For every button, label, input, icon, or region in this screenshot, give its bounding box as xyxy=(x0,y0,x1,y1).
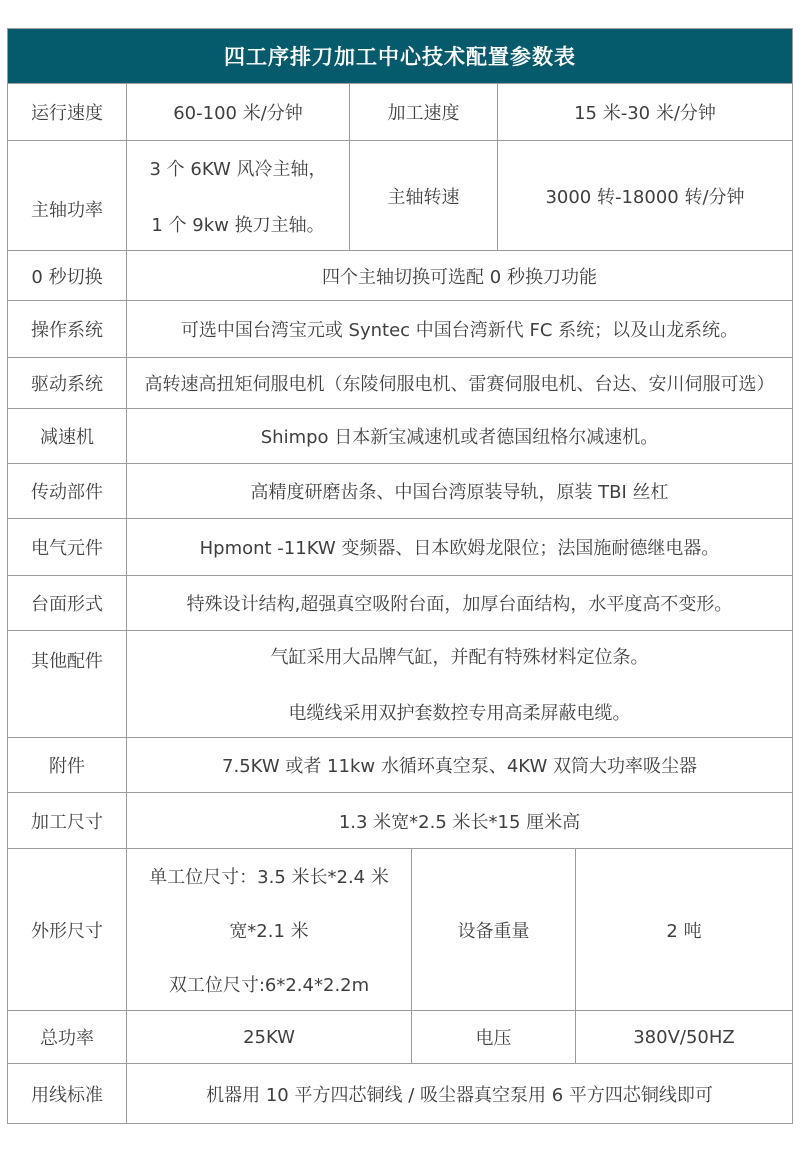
table-title-row xyxy=(8,29,792,84)
row-other-accessories xyxy=(8,631,792,738)
overall-size-line-3: 双工位尺寸:6*2.4*2.2m xyxy=(168,974,370,996)
row-value: 25KW xyxy=(127,1011,412,1063)
row-operating-system xyxy=(8,301,792,358)
spindle-line-2: 1 个 9kw 换刀主轴。 xyxy=(151,214,325,236)
row-value xyxy=(127,849,412,1010)
row-value: 1.3 米宽*2.5 米长*15 厘米高 xyxy=(338,811,581,833)
row-accessories xyxy=(8,738,792,793)
row-value: 高转速高扭矩伺服电机（东陵伺服电机、雷赛伺服电机、台达、安川伺服可选） xyxy=(144,374,775,395)
row-value: Shimpo 日本新宝减速机或者德国纽格尔减速机。 xyxy=(260,427,659,448)
row-zero-second-switch xyxy=(8,251,792,301)
row-value: Hpmont -11KW 变频器、日本欧姆龙限位；法国施耐德继电器。 xyxy=(199,538,720,559)
row-label: 用线标准 xyxy=(8,1064,127,1123)
row-value: 四个主轴切换可选配 0 秒换刀功能 xyxy=(322,266,597,288)
row-wiring-standard xyxy=(8,1064,792,1123)
row-value: 机器用 10 平方四芯铜线 / 吸尘器真空泵用 6 平方四芯铜线即可 xyxy=(206,1084,713,1106)
row-label: 电气元件 xyxy=(8,519,127,575)
row-label: 减速机 xyxy=(8,409,127,463)
other-accessories-line-1: 气缸采用大品牌气缸，并配有特殊材料定位条。 xyxy=(270,647,649,668)
other-accessories-line-2: 电缆线采用双护套数控专用高柔屏蔽电缆。 xyxy=(288,703,631,724)
row-label: 主轴转速 xyxy=(350,141,498,250)
row-value xyxy=(127,141,350,250)
row-label: 设备重量 xyxy=(412,849,576,1010)
row-value: 15 米-30 米/分钟 xyxy=(574,103,716,124)
row-label: 总功率 xyxy=(8,1011,127,1063)
row-value: 3000 转-18000 转/分钟 xyxy=(545,186,745,208)
row-table-form xyxy=(8,576,792,631)
spindle-line-1: 3 个 6KW 风冷主轴， xyxy=(149,158,327,180)
row-value xyxy=(127,631,792,737)
row-label: 主轴功率 xyxy=(8,141,127,250)
row-value: 2 吨 xyxy=(666,920,702,942)
row-label: 其他配件 xyxy=(8,631,127,737)
row-processing-size xyxy=(8,793,792,849)
overall-size-line-1: 单工位尺寸：3.5 米长*2.4 米 xyxy=(149,866,389,888)
table-title: 四工序排刀加工中心技术配置参数表 xyxy=(224,45,576,69)
row-spindle-power xyxy=(8,141,792,251)
row-label: 0 秒切换 xyxy=(8,251,127,300)
row-drive-system xyxy=(8,358,792,409)
row-value: 60-100 米/分钟 xyxy=(127,84,350,140)
row-transmission-parts xyxy=(8,464,792,519)
row-label: 加工尺寸 xyxy=(8,793,127,848)
row-label: 运行速度 xyxy=(8,84,127,140)
row-reducer xyxy=(8,409,792,464)
row-value: 380V/50HZ xyxy=(633,1026,735,1048)
row-label: 附件 xyxy=(8,738,127,792)
row-value: 高精度研磨齿条、中国台湾原装导轨，原装 TBI 丝杠 xyxy=(250,482,669,503)
row-label: 驱动系统 xyxy=(8,358,127,408)
row-value: 7.5KW 或者 11kw 水循环真空泵、4KW 双筒大功率吸尘器 xyxy=(222,756,697,777)
row-electrical-components xyxy=(8,519,792,576)
row-label: 台面形式 xyxy=(8,576,127,630)
row-total-power xyxy=(8,1011,792,1064)
row-value: 特殊设计结构,超强真空吸附台面，加厚台面结构，水平度高不变形。 xyxy=(186,594,733,615)
row-label: 外形尺寸 xyxy=(8,849,127,1010)
row-label: 电压 xyxy=(412,1011,576,1063)
row-label: 操作系统 xyxy=(8,301,127,357)
row-overall-size xyxy=(8,849,792,1011)
overall-size-line-2: 宽*2.1 米 xyxy=(229,920,309,942)
row-label: 传动部件 xyxy=(8,464,127,518)
row-label: 加工速度 xyxy=(350,84,498,140)
spec-table xyxy=(7,28,793,1124)
row-value: 可选中国台湾宝元或 Syntec 中国台湾新代 FC 系统；以及山龙系统。 xyxy=(180,320,739,341)
row-running-speed xyxy=(8,84,792,141)
